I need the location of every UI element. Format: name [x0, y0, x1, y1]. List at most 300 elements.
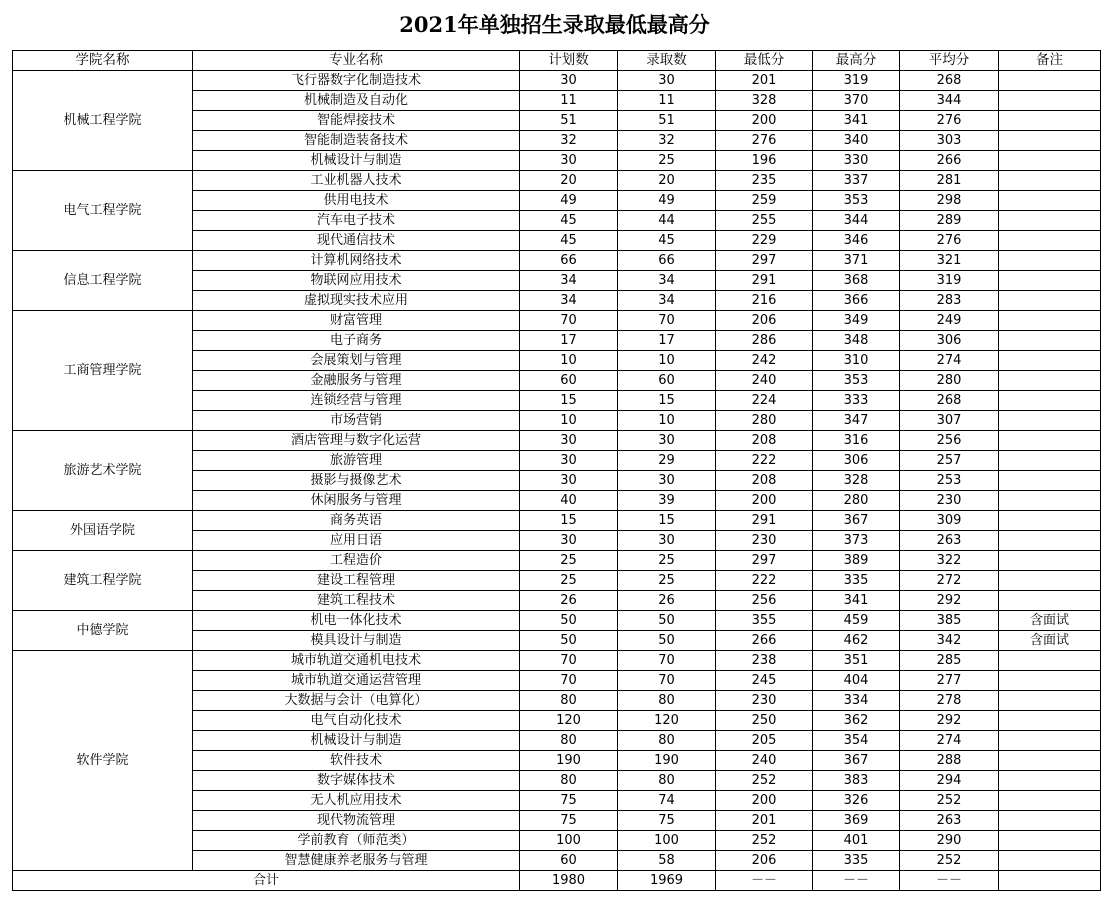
admit-cell: 17 — [618, 331, 716, 351]
note-cell — [999, 171, 1101, 191]
table-row — [13, 511, 1101, 531]
admit-cell: 51 — [618, 111, 716, 131]
plan-cell: 70 — [520, 651, 618, 671]
max-score-cell: 389 — [813, 551, 900, 571]
min-score-cell: 245 — [716, 671, 813, 691]
admit-cell: 80 — [618, 731, 716, 751]
page-title: 2021年单独招生录取最低最高分 — [399, 12, 710, 37]
plan-cell: 45 — [520, 211, 618, 231]
total-note — [999, 871, 1101, 891]
min-score-cell: 291 — [716, 511, 813, 531]
max-score-cell: 344 — [813, 211, 900, 231]
major-cell: 休闲服务与管理 — [193, 491, 520, 511]
major-cell: 智能焊接技术 — [193, 111, 520, 131]
admit-cell: 26 — [618, 591, 716, 611]
max-score-cell: 341 — [813, 111, 900, 131]
min-score-cell: 230 — [716, 691, 813, 711]
header-row — [13, 51, 1101, 71]
plan-cell: 32 — [520, 131, 618, 151]
avg-score-cell: 249 — [900, 311, 999, 331]
note-cell — [999, 291, 1101, 311]
min-score-cell: 222 — [716, 451, 813, 471]
admit-cell: 10 — [618, 351, 716, 371]
note-cell — [999, 331, 1101, 351]
avg-score-cell: 292 — [900, 591, 999, 611]
avg-score-cell: 257 — [900, 451, 999, 471]
major-cell: 现代通信技术 — [193, 231, 520, 251]
max-score-cell: 366 — [813, 291, 900, 311]
min-score-cell: 286 — [716, 331, 813, 351]
plan-cell: 51 — [520, 111, 618, 131]
max-score-cell: 328 — [813, 471, 900, 491]
major-cell: 汽车电子技术 — [193, 211, 520, 231]
min-score-cell: 201 — [716, 811, 813, 831]
avg-score-cell: 288 — [900, 751, 999, 771]
avg-score-cell: 266 — [900, 151, 999, 171]
college-cell: 旅游艺术学院 — [13, 431, 193, 511]
major-cell: 无人机应用技术 — [193, 791, 520, 811]
note-cell — [999, 471, 1101, 491]
plan-cell: 70 — [520, 311, 618, 331]
min-score-cell: 224 — [716, 391, 813, 411]
note-cell — [999, 71, 1101, 91]
total-min: －－ — [716, 871, 813, 891]
avg-score-cell: 289 — [900, 211, 999, 231]
note-cell — [999, 591, 1101, 611]
admit-cell: 50 — [618, 631, 716, 651]
college-cell: 建筑工程学院 — [13, 551, 193, 611]
major-cell: 智能制造装备技术 — [193, 131, 520, 151]
major-cell: 电气自动化技术 — [193, 711, 520, 731]
min-score-cell: 250 — [716, 711, 813, 731]
max-score-cell: 349 — [813, 311, 900, 331]
plan-cell: 25 — [520, 551, 618, 571]
max-score-cell: 340 — [813, 131, 900, 151]
admit-cell: 50 — [618, 611, 716, 631]
note-cell — [999, 231, 1101, 251]
min-score-cell: 276 — [716, 131, 813, 151]
min-score-cell: 208 — [716, 471, 813, 491]
total-row — [13, 871, 1101, 891]
plan-cell: 30 — [520, 531, 618, 551]
max-score-cell: 333 — [813, 391, 900, 411]
college-cell: 电气工程学院 — [13, 171, 193, 251]
table-row — [13, 251, 1101, 271]
note-cell — [999, 151, 1101, 171]
max-score-cell: 459 — [813, 611, 900, 631]
avg-score-cell: 252 — [900, 791, 999, 811]
admission-table — [12, 50, 1101, 891]
major-cell: 机械设计与制造 — [193, 151, 520, 171]
plan-cell: 190 — [520, 751, 618, 771]
major-cell: 城市轨道交通机电技术 — [193, 651, 520, 671]
min-score-cell: 240 — [716, 371, 813, 391]
min-score-cell: 266 — [716, 631, 813, 651]
admit-cell: 25 — [618, 571, 716, 591]
admit-cell: 70 — [618, 311, 716, 331]
major-cell: 物联网应用技术 — [193, 271, 520, 291]
major-cell: 数字媒体技术 — [193, 771, 520, 791]
major-cell: 虚拟现实技术应用 — [193, 291, 520, 311]
min-score-cell: 238 — [716, 651, 813, 671]
plan-cell: 10 — [520, 411, 618, 431]
avg-score-cell: 344 — [900, 91, 999, 111]
major-cell: 城市轨道交通运营管理 — [193, 671, 520, 691]
plan-cell: 66 — [520, 251, 618, 271]
avg-score-cell: 263 — [900, 531, 999, 551]
avg-score-cell: 303 — [900, 131, 999, 151]
max-score-cell: 280 — [813, 491, 900, 511]
major-cell: 机电一体化技术 — [193, 611, 520, 631]
min-score-cell: 200 — [716, 111, 813, 131]
table-row — [13, 311, 1101, 331]
plan-cell: 34 — [520, 271, 618, 291]
major-cell: 金融服务与管理 — [193, 371, 520, 391]
note-cell — [999, 791, 1101, 811]
plan-cell: 60 — [520, 371, 618, 391]
major-cell: 模具设计与制造 — [193, 631, 520, 651]
header-plan: 计划数 — [520, 51, 618, 71]
max-score-cell: 353 — [813, 191, 900, 211]
college-cell: 工商管理学院 — [13, 311, 193, 431]
total-admit: 1969 — [618, 871, 716, 891]
min-score-cell: 196 — [716, 151, 813, 171]
major-cell: 连锁经营与管理 — [193, 391, 520, 411]
admit-cell: 190 — [618, 751, 716, 771]
admit-cell: 58 — [618, 851, 716, 871]
admit-cell: 32 — [618, 131, 716, 151]
max-score-cell: 462 — [813, 631, 900, 651]
major-cell: 软件技术 — [193, 751, 520, 771]
note-cell — [999, 351, 1101, 371]
admit-cell: 74 — [618, 791, 716, 811]
plan-cell: 34 — [520, 291, 618, 311]
major-cell: 应用日语 — [193, 531, 520, 551]
header-admit: 录取数 — [618, 51, 716, 71]
note-cell — [999, 391, 1101, 411]
plan-cell: 80 — [520, 691, 618, 711]
max-score-cell: 341 — [813, 591, 900, 611]
note-cell — [999, 771, 1101, 791]
min-score-cell: 355 — [716, 611, 813, 631]
total-avg: －－ — [900, 871, 999, 891]
plan-cell: 60 — [520, 851, 618, 871]
note-cell — [999, 131, 1101, 151]
max-score-cell: 335 — [813, 571, 900, 591]
college-cell: 信息工程学院 — [13, 251, 193, 311]
min-score-cell: 216 — [716, 291, 813, 311]
max-score-cell: 370 — [813, 91, 900, 111]
min-score-cell: 200 — [716, 491, 813, 511]
major-cell: 计算机网络技术 — [193, 251, 520, 271]
plan-cell: 30 — [520, 451, 618, 471]
major-cell: 机械设计与制造 — [193, 731, 520, 751]
max-score-cell: 362 — [813, 711, 900, 731]
note-cell — [999, 811, 1101, 831]
max-score-cell: 335 — [813, 851, 900, 871]
min-score-cell: 242 — [716, 351, 813, 371]
note-cell — [999, 111, 1101, 131]
max-score-cell: 371 — [813, 251, 900, 271]
total-label: 合计 — [13, 871, 520, 891]
min-score-cell: 208 — [716, 431, 813, 451]
major-cell: 机械制造及自动化 — [193, 91, 520, 111]
max-score-cell: 330 — [813, 151, 900, 171]
admit-cell: 44 — [618, 211, 716, 231]
header-max: 最高分 — [813, 51, 900, 71]
note-cell — [999, 671, 1101, 691]
note-cell — [999, 731, 1101, 751]
avg-score-cell: 268 — [900, 391, 999, 411]
admit-cell: 29 — [618, 451, 716, 471]
note-cell — [999, 191, 1101, 211]
avg-score-cell: 280 — [900, 371, 999, 391]
plan-cell: 20 — [520, 171, 618, 191]
plan-cell: 15 — [520, 391, 618, 411]
plan-cell: 40 — [520, 491, 618, 511]
avg-score-cell: 292 — [900, 711, 999, 731]
admit-cell: 34 — [618, 271, 716, 291]
min-score-cell: 222 — [716, 571, 813, 591]
avg-score-cell: 276 — [900, 111, 999, 131]
min-score-cell: 200 — [716, 791, 813, 811]
admit-cell: 49 — [618, 191, 716, 211]
plan-cell: 26 — [520, 591, 618, 611]
avg-score-cell: 307 — [900, 411, 999, 431]
college-cell: 机械工程学院 — [13, 71, 193, 171]
major-cell: 旅游管理 — [193, 451, 520, 471]
plan-cell: 75 — [520, 811, 618, 831]
admit-cell: 80 — [618, 771, 716, 791]
plan-cell: 25 — [520, 571, 618, 591]
note-cell — [999, 491, 1101, 511]
max-score-cell: 326 — [813, 791, 900, 811]
major-cell: 摄影与摄像艺术 — [193, 471, 520, 491]
max-score-cell: 337 — [813, 171, 900, 191]
major-cell: 供用电技术 — [193, 191, 520, 211]
major-cell: 工程造价 — [193, 551, 520, 571]
note-cell — [999, 211, 1101, 231]
min-score-cell: 206 — [716, 851, 813, 871]
note-cell — [999, 251, 1101, 271]
plan-cell: 50 — [520, 631, 618, 651]
max-score-cell: 401 — [813, 831, 900, 851]
major-cell: 酒店管理与数字化运营 — [193, 431, 520, 451]
min-score-cell: 252 — [716, 771, 813, 791]
major-cell: 智慧健康养老服务与管理 — [193, 851, 520, 871]
note-cell — [999, 311, 1101, 331]
plan-cell: 10 — [520, 351, 618, 371]
table-row — [13, 551, 1101, 571]
avg-score-cell: 385 — [900, 611, 999, 631]
plan-cell: 30 — [520, 431, 618, 451]
min-score-cell: 297 — [716, 551, 813, 571]
admit-cell: 45 — [618, 231, 716, 251]
major-cell: 大数据与会计（电算化） — [193, 691, 520, 711]
note-cell — [999, 431, 1101, 451]
min-score-cell: 201 — [716, 71, 813, 91]
plan-cell: 75 — [520, 791, 618, 811]
header-college: 学院名称 — [13, 51, 193, 71]
max-score-cell: 367 — [813, 511, 900, 531]
avg-score-cell: 290 — [900, 831, 999, 851]
plan-cell: 17 — [520, 331, 618, 351]
max-score-cell: 404 — [813, 671, 900, 691]
avg-score-cell: 319 — [900, 271, 999, 291]
admit-cell: 15 — [618, 391, 716, 411]
plan-cell: 80 — [520, 731, 618, 751]
plan-cell: 120 — [520, 711, 618, 731]
note-cell — [999, 651, 1101, 671]
note-cell — [999, 531, 1101, 551]
major-cell: 建筑工程技术 — [193, 591, 520, 611]
avg-score-cell: 276 — [900, 231, 999, 251]
major-cell: 现代物流管理 — [193, 811, 520, 831]
min-score-cell: 230 — [716, 531, 813, 551]
admit-cell: 20 — [618, 171, 716, 191]
admit-cell: 70 — [618, 651, 716, 671]
table-row — [13, 71, 1101, 91]
avg-score-cell: 277 — [900, 671, 999, 691]
avg-score-cell: 283 — [900, 291, 999, 311]
min-score-cell: 205 — [716, 731, 813, 751]
min-score-cell: 256 — [716, 591, 813, 611]
note-cell — [999, 571, 1101, 591]
note-cell — [999, 371, 1101, 391]
plan-cell: 11 — [520, 91, 618, 111]
college-cell: 软件学院 — [13, 651, 193, 871]
min-score-cell: 291 — [716, 271, 813, 291]
plan-cell: 30 — [520, 71, 618, 91]
admit-cell: 25 — [618, 151, 716, 171]
max-score-cell: 348 — [813, 331, 900, 351]
admit-cell: 100 — [618, 831, 716, 851]
total-max: －－ — [813, 871, 900, 891]
note-cell — [999, 831, 1101, 851]
max-score-cell: 334 — [813, 691, 900, 711]
admit-cell: 80 — [618, 691, 716, 711]
min-score-cell: 297 — [716, 251, 813, 271]
avg-score-cell: 342 — [900, 631, 999, 651]
plan-cell: 30 — [520, 471, 618, 491]
note-cell — [999, 711, 1101, 731]
min-score-cell: 240 — [716, 751, 813, 771]
table-row — [13, 611, 1101, 631]
avg-score-cell: 274 — [900, 731, 999, 751]
college-cell: 外国语学院 — [13, 511, 193, 551]
table-row — [13, 651, 1101, 671]
avg-score-cell: 268 — [900, 71, 999, 91]
admit-cell: 60 — [618, 371, 716, 391]
admit-cell: 30 — [618, 431, 716, 451]
max-score-cell: 354 — [813, 731, 900, 751]
min-score-cell: 206 — [716, 311, 813, 331]
header-min: 最低分 — [716, 51, 813, 71]
admit-cell: 25 — [618, 551, 716, 571]
plan-cell: 45 — [520, 231, 618, 251]
note-cell — [999, 511, 1101, 531]
max-score-cell: 319 — [813, 71, 900, 91]
note-cell — [999, 851, 1101, 871]
admit-cell: 15 — [618, 511, 716, 531]
avg-score-cell: 274 — [900, 351, 999, 371]
major-cell: 会展策划与管理 — [193, 351, 520, 371]
major-cell: 学前教育（师范类） — [193, 831, 520, 851]
avg-score-cell: 321 — [900, 251, 999, 271]
max-score-cell: 373 — [813, 531, 900, 551]
note-cell — [999, 751, 1101, 771]
admit-cell: 66 — [618, 251, 716, 271]
plan-cell: 49 — [520, 191, 618, 211]
avg-score-cell: 263 — [900, 811, 999, 831]
admit-cell: 11 — [618, 91, 716, 111]
major-cell: 飞行器数字化制造技术 — [193, 71, 520, 91]
avg-score-cell: 256 — [900, 431, 999, 451]
avg-score-cell: 285 — [900, 651, 999, 671]
max-score-cell: 351 — [813, 651, 900, 671]
max-score-cell: 306 — [813, 451, 900, 471]
note-cell: 含面试 — [999, 631, 1101, 651]
max-score-cell: 368 — [813, 271, 900, 291]
note-cell — [999, 691, 1101, 711]
note-cell — [999, 411, 1101, 431]
plan-cell: 100 — [520, 831, 618, 851]
note-cell — [999, 91, 1101, 111]
admit-cell: 75 — [618, 811, 716, 831]
college-cell: 中德学院 — [13, 611, 193, 651]
major-cell: 市场营销 — [193, 411, 520, 431]
total-plan: 1980 — [520, 871, 618, 891]
avg-score-cell: 322 — [900, 551, 999, 571]
avg-score-cell: 309 — [900, 511, 999, 531]
admit-cell: 70 — [618, 671, 716, 691]
plan-cell: 70 — [520, 671, 618, 691]
plan-cell: 15 — [520, 511, 618, 531]
min-score-cell: 280 — [716, 411, 813, 431]
avg-score-cell: 272 — [900, 571, 999, 591]
max-score-cell: 353 — [813, 371, 900, 391]
min-score-cell: 255 — [716, 211, 813, 231]
header-avg: 平均分 — [900, 51, 999, 71]
avg-score-cell: 278 — [900, 691, 999, 711]
major-cell: 建设工程管理 — [193, 571, 520, 591]
avg-score-cell: 281 — [900, 171, 999, 191]
admit-cell: 10 — [618, 411, 716, 431]
max-score-cell: 369 — [813, 811, 900, 831]
note-cell: 含面试 — [999, 611, 1101, 631]
min-score-cell: 229 — [716, 231, 813, 251]
min-score-cell: 235 — [716, 171, 813, 191]
max-score-cell: 347 — [813, 411, 900, 431]
min-score-cell: 259 — [716, 191, 813, 211]
max-score-cell: 383 — [813, 771, 900, 791]
note-cell — [999, 551, 1101, 571]
note-cell — [999, 271, 1101, 291]
admit-cell: 30 — [618, 71, 716, 91]
table-row — [13, 171, 1101, 191]
min-score-cell: 252 — [716, 831, 813, 851]
avg-score-cell: 230 — [900, 491, 999, 511]
avg-score-cell: 253 — [900, 471, 999, 491]
major-cell: 财富管理 — [193, 311, 520, 331]
admit-cell: 34 — [618, 291, 716, 311]
plan-cell: 80 — [520, 771, 618, 791]
admit-cell: 39 — [618, 491, 716, 511]
avg-score-cell: 306 — [900, 331, 999, 351]
note-cell — [999, 451, 1101, 471]
header-note: 备注 — [999, 51, 1101, 71]
major-cell: 电子商务 — [193, 331, 520, 351]
